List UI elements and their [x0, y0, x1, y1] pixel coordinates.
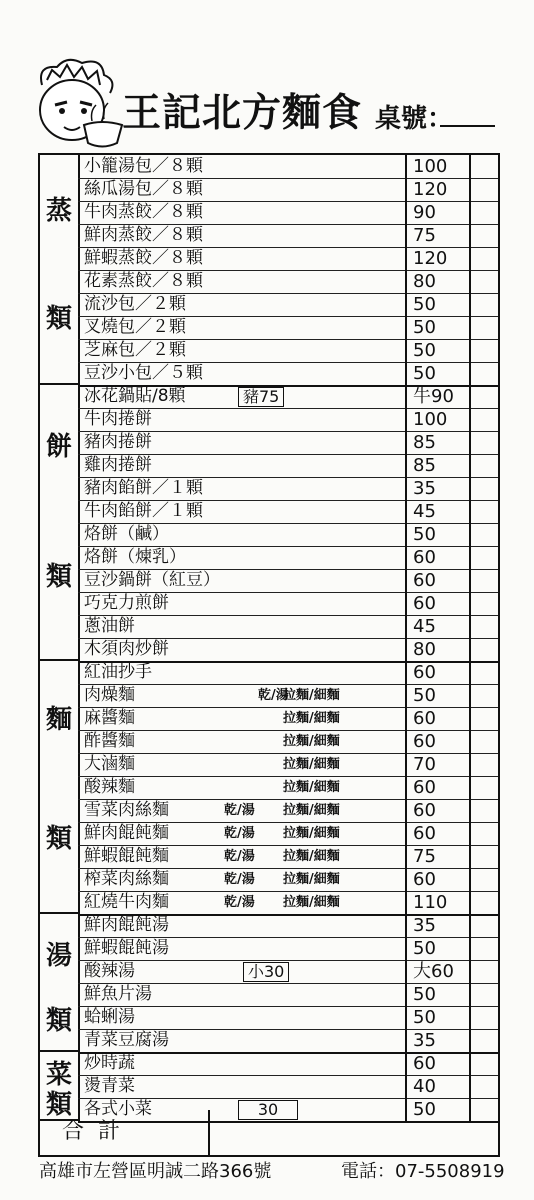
menu-item-price: 60	[413, 593, 436, 614]
menu-item-name: 各式小菜	[84, 1099, 152, 1119]
menu-item-price: 75	[413, 225, 436, 246]
price-cell	[405, 638, 471, 661]
category-label-bottom: 類	[46, 1006, 73, 1036]
category-label-top: 菜	[46, 1060, 73, 1090]
menu-item-row[interactable]	[78, 1006, 498, 1030]
category-label-top: 餅	[46, 432, 73, 462]
menu-item-price: 大60	[413, 961, 454, 982]
menu-item-name: 豆沙小包／５顆	[84, 363, 203, 383]
menu-item-price: 120	[413, 179, 448, 200]
menu-item-price: 85	[413, 432, 436, 453]
menu-item-name: 燙青菜	[84, 1076, 135, 1096]
category-label-bottom: 類	[46, 1090, 73, 1120]
category-label-bottom: 類	[46, 304, 73, 334]
category-label-top: 蒸	[46, 196, 73, 226]
menu-item-name: 紅油抄手	[84, 662, 152, 682]
menu-item-row[interactable]	[78, 224, 498, 248]
menu-item-row[interactable]	[78, 201, 498, 225]
price-cell	[405, 316, 471, 339]
menu-item-row[interactable]	[78, 983, 498, 1007]
price-cell	[405, 201, 471, 224]
price-cell	[405, 270, 471, 293]
noodle-type-option: 拉麵/細麵	[283, 895, 340, 910]
menu-item-name: 炒時蔬	[84, 1053, 135, 1073]
price-cell	[405, 431, 471, 454]
alt-price-box: 30	[238, 1100, 298, 1120]
menu-item-price: 60	[413, 800, 436, 821]
menu-item-name: 鮮蝦餛飩麵	[84, 846, 169, 866]
menu-item-row[interactable]	[78, 776, 498, 800]
menu-item-name: 烙餅（煉乳）	[84, 547, 186, 567]
price-cell	[405, 339, 471, 362]
price-cell	[405, 1075, 471, 1098]
menu-item-name: 蛤蜊湯	[84, 1007, 135, 1027]
menu-table	[38, 153, 500, 1157]
menu-item-row[interactable]	[78, 178, 498, 202]
menu-item-price: 50	[413, 363, 436, 384]
price-cell	[405, 477, 471, 500]
menu-item-row[interactable]	[78, 638, 498, 663]
price-cell	[405, 845, 471, 868]
price-cell	[405, 178, 471, 201]
alt-price-box: 豬75	[238, 387, 284, 407]
price-cell	[405, 960, 471, 983]
menu-item-price: 45	[413, 501, 436, 522]
price-cell	[405, 1029, 471, 1052]
menu-item-name: 鮮肉餛飩湯	[84, 915, 169, 935]
menu-item-price: 50	[413, 294, 436, 315]
address: 高雄市左營區明誠二路366號	[39, 1161, 272, 1182]
price-cell	[405, 385, 471, 408]
category-label-cell	[40, 914, 80, 1052]
price-cell	[405, 1098, 471, 1121]
menu-item-row[interactable]	[78, 960, 498, 984]
menu-item-name: 鮮魚片湯	[84, 984, 152, 1004]
category-label-top: 湯	[46, 941, 73, 971]
noodle-type-option: 拉麵/細麵	[283, 757, 340, 772]
menu-item-name: 雞肉捲餅	[84, 455, 152, 475]
menu-item-row[interactable]	[78, 615, 498, 639]
menu-item-price: 50	[413, 1099, 436, 1120]
table-number-label: 桌號：	[375, 104, 454, 134]
footer	[39, 1157, 505, 1183]
phone: 電話：07-5508919	[341, 1161, 505, 1182]
menu-item-price: 50	[413, 317, 436, 338]
menu-item-name: 牛肉餡餅／１顆	[84, 501, 203, 521]
menu-item-name: 鮮肉蒸餃／８顆	[84, 225, 203, 245]
menu-item-name: 酢醬麵	[84, 731, 135, 751]
menu-item-row[interactable]	[78, 914, 498, 938]
menu-item-row[interactable]	[78, 1098, 498, 1123]
menu-item-row[interactable]	[78, 408, 498, 432]
menu-item-row[interactable]	[78, 385, 498, 409]
menu-item-price: 75	[413, 846, 436, 867]
noodle-type-option: 拉麵/細麵	[283, 872, 340, 887]
price-cell	[405, 730, 471, 753]
menu-item-name: 豬肉餡餅／１顆	[84, 478, 203, 498]
menu-item-price: 120	[413, 248, 448, 269]
menu-item-price: 60	[413, 1053, 436, 1074]
menu-item-name: 鮮肉餛飩麵	[84, 823, 169, 843]
noodle-type-option: 拉麵/細麵	[283, 688, 340, 703]
price-cell	[405, 362, 471, 385]
menu-item-price: 50	[413, 524, 436, 545]
menu-item-name: 芝麻包／２顆	[84, 340, 186, 360]
category-label-cell	[40, 1052, 80, 1121]
menu-item-price: 35	[413, 1030, 436, 1051]
menu-item-price: 60	[413, 570, 436, 591]
menu-item-row[interactable]	[78, 339, 498, 363]
menu-item-price: 60	[413, 777, 436, 798]
menu-item-name: 豆沙鍋餅（紅豆）	[84, 570, 220, 590]
menu-item-price: 85	[413, 455, 436, 476]
menu-item-row[interactable]	[78, 500, 498, 524]
price-cell	[405, 891, 471, 914]
menu-item-name: 雪菜肉絲麵	[84, 800, 169, 820]
category-label-top: 麵	[46, 705, 73, 735]
menu-item-name: 巧克力煎餅	[84, 593, 169, 613]
price-cell	[405, 523, 471, 546]
menu-item-price: 60	[413, 547, 436, 568]
dry-soup-option: 乾/湯	[224, 895, 255, 910]
menu-item-row[interactable]	[78, 1029, 498, 1054]
menu-item-name: 榨菜肉絲麵	[84, 869, 169, 889]
menu-item-name: 牛肉蒸餃／８顆	[84, 202, 203, 222]
category-label-cell	[40, 385, 80, 661]
price-cell	[405, 914, 471, 937]
mascot-chef-logo	[22, 55, 127, 150]
dry-soup-option: 乾/湯	[258, 688, 289, 703]
price-cell	[405, 293, 471, 316]
price-cell	[405, 776, 471, 799]
price-cell	[405, 684, 471, 707]
menu-item-row[interactable]	[78, 316, 498, 340]
price-cell	[405, 799, 471, 822]
menu-item-name: 青菜豆腐湯	[84, 1030, 169, 1050]
menu-item-price: 50	[413, 1007, 436, 1028]
noodle-type-option: 拉麵/細麵	[283, 780, 340, 795]
menu-item-name: 肉燥麵	[84, 685, 135, 705]
category-label-bottom: 類	[46, 562, 73, 592]
menu-item-row[interactable]	[78, 868, 498, 892]
menu-item-price: 35	[413, 478, 436, 499]
menu-item-row[interactable]	[78, 569, 498, 593]
noodle-type-option: 拉麵/細麵	[283, 803, 340, 818]
menu-item-row[interactable]	[78, 799, 498, 823]
price-cell	[405, 1006, 471, 1029]
noodle-type-option: 拉麵/細麵	[283, 734, 340, 749]
menu-item-price: 100	[413, 156, 448, 177]
menu-item-row[interactable]	[78, 546, 498, 570]
price-cell	[405, 408, 471, 431]
menu-item-price: 60	[413, 869, 436, 890]
price-cell	[405, 155, 471, 178]
menu-item-price: 50	[413, 340, 436, 361]
category-label-cell	[40, 155, 80, 385]
price-cell	[405, 615, 471, 638]
category-label-cell	[40, 661, 80, 914]
menu-item-price: 50	[413, 938, 436, 959]
price-cell	[405, 224, 471, 247]
menu-item-row[interactable]	[78, 891, 498, 916]
menu-item-row[interactable]	[78, 247, 498, 271]
menu-item-name: 小籠湯包／８顆	[84, 156, 203, 176]
menu-item-price: 50	[413, 685, 436, 706]
total-label: 合計	[62, 1119, 135, 1144]
dry-soup-option: 乾/湯	[224, 849, 255, 864]
menu-item-name: 酸辣麵	[84, 777, 135, 797]
noodle-type-option: 拉麵/細麵	[283, 826, 340, 841]
menu-item-name: 叉燒包／２顆	[84, 317, 186, 337]
menu-item-name: 蔥油餅	[84, 616, 135, 636]
menu-item-row[interactable]	[78, 293, 498, 317]
price-cell	[405, 983, 471, 1006]
price-cell	[405, 546, 471, 569]
menu-item-name: 流沙包／２顆	[84, 294, 186, 314]
menu-item-row[interactable]	[78, 753, 498, 777]
price-cell	[405, 822, 471, 845]
menu-item-name: 紅燒牛肉麵	[84, 892, 169, 912]
menu-header	[0, 0, 534, 150]
menu-item-price: 60	[413, 823, 436, 844]
category-label-bottom: 類	[46, 824, 73, 854]
menu-item-row[interactable]	[78, 822, 498, 846]
price-cell	[405, 592, 471, 615]
menu-item-row[interactable]	[78, 684, 498, 708]
restaurant-title: 王記北方麵食	[122, 90, 363, 136]
noodle-type-option: 拉麵/細麵	[283, 711, 340, 726]
dry-soup-option: 乾/湯	[224, 826, 255, 841]
menu-item-name: 花素蒸餃／８顆	[84, 271, 203, 291]
price-cell	[405, 500, 471, 523]
menu-item-row[interactable]	[78, 707, 498, 731]
menu-item-row[interactable]	[78, 845, 498, 869]
menu-item-row[interactable]	[78, 592, 498, 616]
menu-item-row[interactable]	[78, 155, 498, 179]
menu-item-price: 90	[413, 202, 436, 223]
menu-item-name: 鮮蝦餛飩湯	[84, 938, 169, 958]
menu-item-name: 烙餅（鹹）	[84, 524, 169, 544]
alt-price-box: 小30	[243, 962, 289, 982]
menu-item-row[interactable]	[78, 1052, 498, 1076]
price-cell	[405, 661, 471, 684]
menu-item-price: 牛90	[413, 386, 454, 407]
menu-item-row[interactable]	[78, 362, 498, 387]
menu-item-name: 牛肉捲餅	[84, 409, 152, 429]
dry-soup-option: 乾/湯	[224, 803, 255, 818]
menu-item-name: 絲瓜湯包／８顆	[84, 179, 203, 199]
menu-item-price: 45	[413, 616, 436, 637]
price-cell	[405, 1052, 471, 1075]
menu-item-price: 60	[413, 731, 436, 752]
table-number-field[interactable]	[440, 125, 495, 127]
menu-item-price: 60	[413, 708, 436, 729]
menu-item-row[interactable]	[78, 730, 498, 754]
menu-item-price: 70	[413, 754, 436, 775]
price-cell	[405, 753, 471, 776]
menu-item-row[interactable]	[78, 454, 498, 478]
menu-item-price: 60	[413, 662, 436, 683]
noodle-type-option: 拉麵/細麵	[283, 849, 340, 864]
menu-item-name: 鮮蝦蒸餃／８顆	[84, 248, 203, 268]
menu-item-row[interactable]	[78, 661, 498, 685]
dry-soup-option: 乾/湯	[224, 872, 255, 887]
menu-item-row[interactable]	[78, 1075, 498, 1099]
menu-item-price: 100	[413, 409, 448, 430]
menu-item-price: 40	[413, 1076, 436, 1097]
menu-item-row[interactable]	[78, 431, 498, 455]
price-cell	[405, 707, 471, 730]
menu-item-price: 80	[413, 271, 436, 292]
menu-item-name: 木須肉炒餅	[84, 639, 169, 659]
menu-item-price: 50	[413, 984, 436, 1005]
menu-item-name: 酸辣湯	[84, 961, 135, 981]
price-cell	[405, 454, 471, 477]
price-cell	[405, 247, 471, 270]
menu-item-price: 80	[413, 639, 436, 660]
menu-item-price: 35	[413, 915, 436, 936]
price-cell	[405, 937, 471, 960]
menu-item-name: 冰花鍋貼/8顆	[84, 386, 186, 406]
menu-item-name: 麻醬麵	[84, 708, 135, 728]
price-cell	[405, 868, 471, 891]
menu-item-name: 豬肉捲餅	[84, 432, 152, 452]
menu-item-row[interactable]	[78, 937, 498, 961]
price-cell	[405, 569, 471, 592]
menu-item-price: 110	[413, 892, 448, 913]
menu-item-row[interactable]	[78, 477, 498, 501]
menu-item-name: 大滷麵	[84, 754, 135, 774]
menu-item-row[interactable]	[78, 270, 498, 294]
menu-item-row[interactable]	[78, 523, 498, 547]
